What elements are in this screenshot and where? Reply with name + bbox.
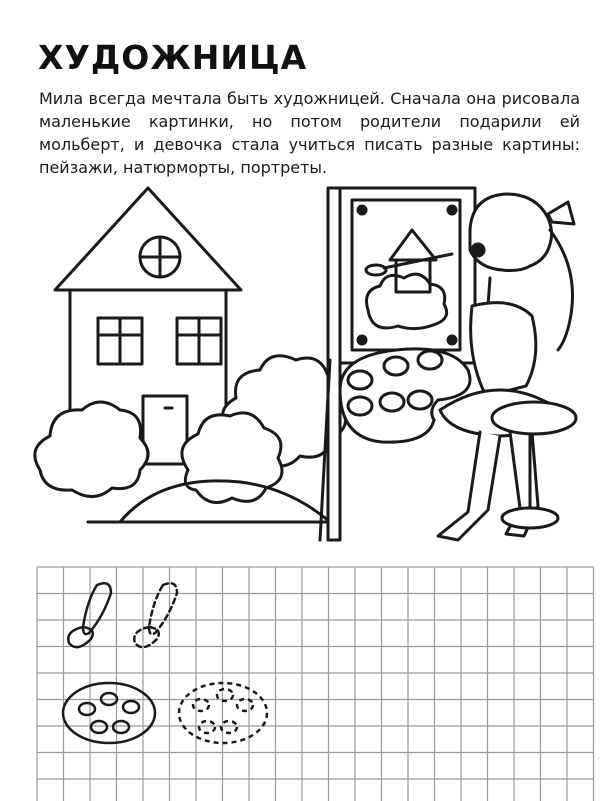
story-text: Мила всегда мечтала быть художницей. Сначала она рисовала маленькие картинки, но потом родители подарили ей мольберт, и девочка стала учиться писать разные картины: пейзажи, натюрморты, портреты.: [39, 89, 580, 177]
page-title: ХУДОЖНИЦА: [38, 38, 308, 77]
paintbrush-tracing: [134, 583, 177, 647]
bushes-drawing: [35, 356, 346, 522]
tracing-grid: [35, 565, 595, 801]
palette-drawing: [340, 349, 470, 442]
coloring-illustration: [0, 170, 608, 550]
palette-example: [63, 683, 155, 743]
